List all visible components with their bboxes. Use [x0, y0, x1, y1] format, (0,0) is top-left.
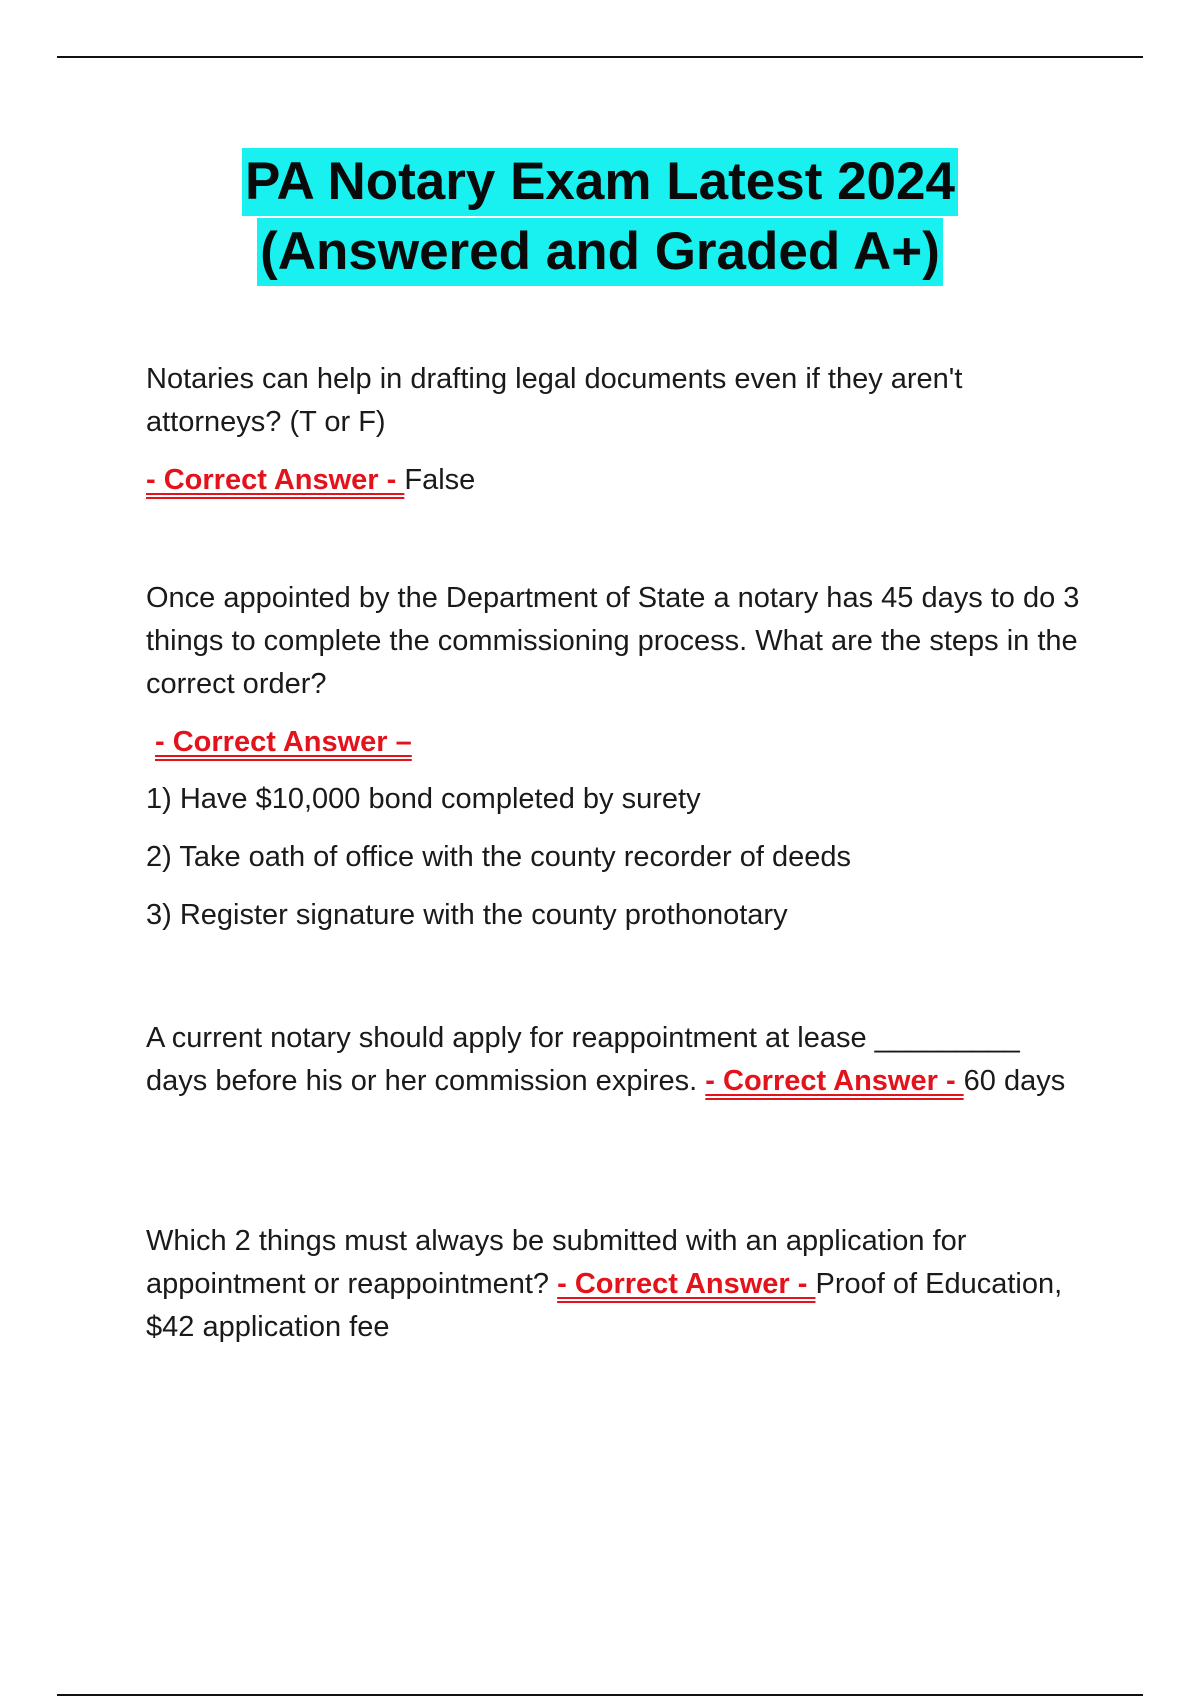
question-block-4 — [146, 1220, 1086, 1349]
question-text: A current notary should apply for reappointment at lease _________ days before his or her commission expires. — [146, 1022, 1020, 1097]
question-with-answer — [146, 1017, 1086, 1103]
question-text: Once appointed by the Department of State a notary has 45 days to do 3 things to complete the commissioning process. What are the steps in the correct order? — [146, 582, 1080, 700]
answer-line — [146, 721, 1086, 764]
answer-line — [146, 459, 1086, 502]
question-block-1 — [146, 358, 1086, 502]
correct-answer-label: - Correct Answer - — [557, 1268, 816, 1300]
answer-text: Proof of Education, $42 application fee — [146, 1268, 1063, 1343]
answer-step: 1) Have $10,000 bond completed by surety — [146, 783, 701, 815]
answer-text: False — [404, 464, 476, 496]
answer-step: 3) Register signature with the county prothonotary — [146, 899, 788, 931]
answer-steps-list — [146, 778, 1086, 937]
question-block-3 — [146, 1017, 1086, 1103]
question-block-2 — [146, 577, 1086, 952]
answer-text: 60 days — [963, 1065, 1066, 1097]
question-with-answer — [146, 1220, 1086, 1349]
correct-answer-label: - Correct Answer – — [155, 726, 412, 758]
title-line-2: (Answered and Graded A+) — [257, 218, 943, 286]
answer-step: 2) Take oath of office with the county recorder of deeds — [146, 841, 852, 873]
correct-answer-label: - Correct Answer - — [705, 1065, 964, 1097]
correct-answer-label: - Correct Answer - — [146, 464, 405, 496]
document-title — [0, 148, 1200, 286]
top-rule — [57, 56, 1143, 58]
question-text: Which 2 things must always be submitted with an application for appointment or reappointment? — [146, 1225, 967, 1300]
question-text: Notaries can help in drafting legal documents even if they aren't attorneys? (T or F) — [146, 363, 963, 438]
title-line-1: PA Notary Exam Latest 2024 — [242, 148, 958, 216]
bottom-rule — [57, 1694, 1143, 1696]
